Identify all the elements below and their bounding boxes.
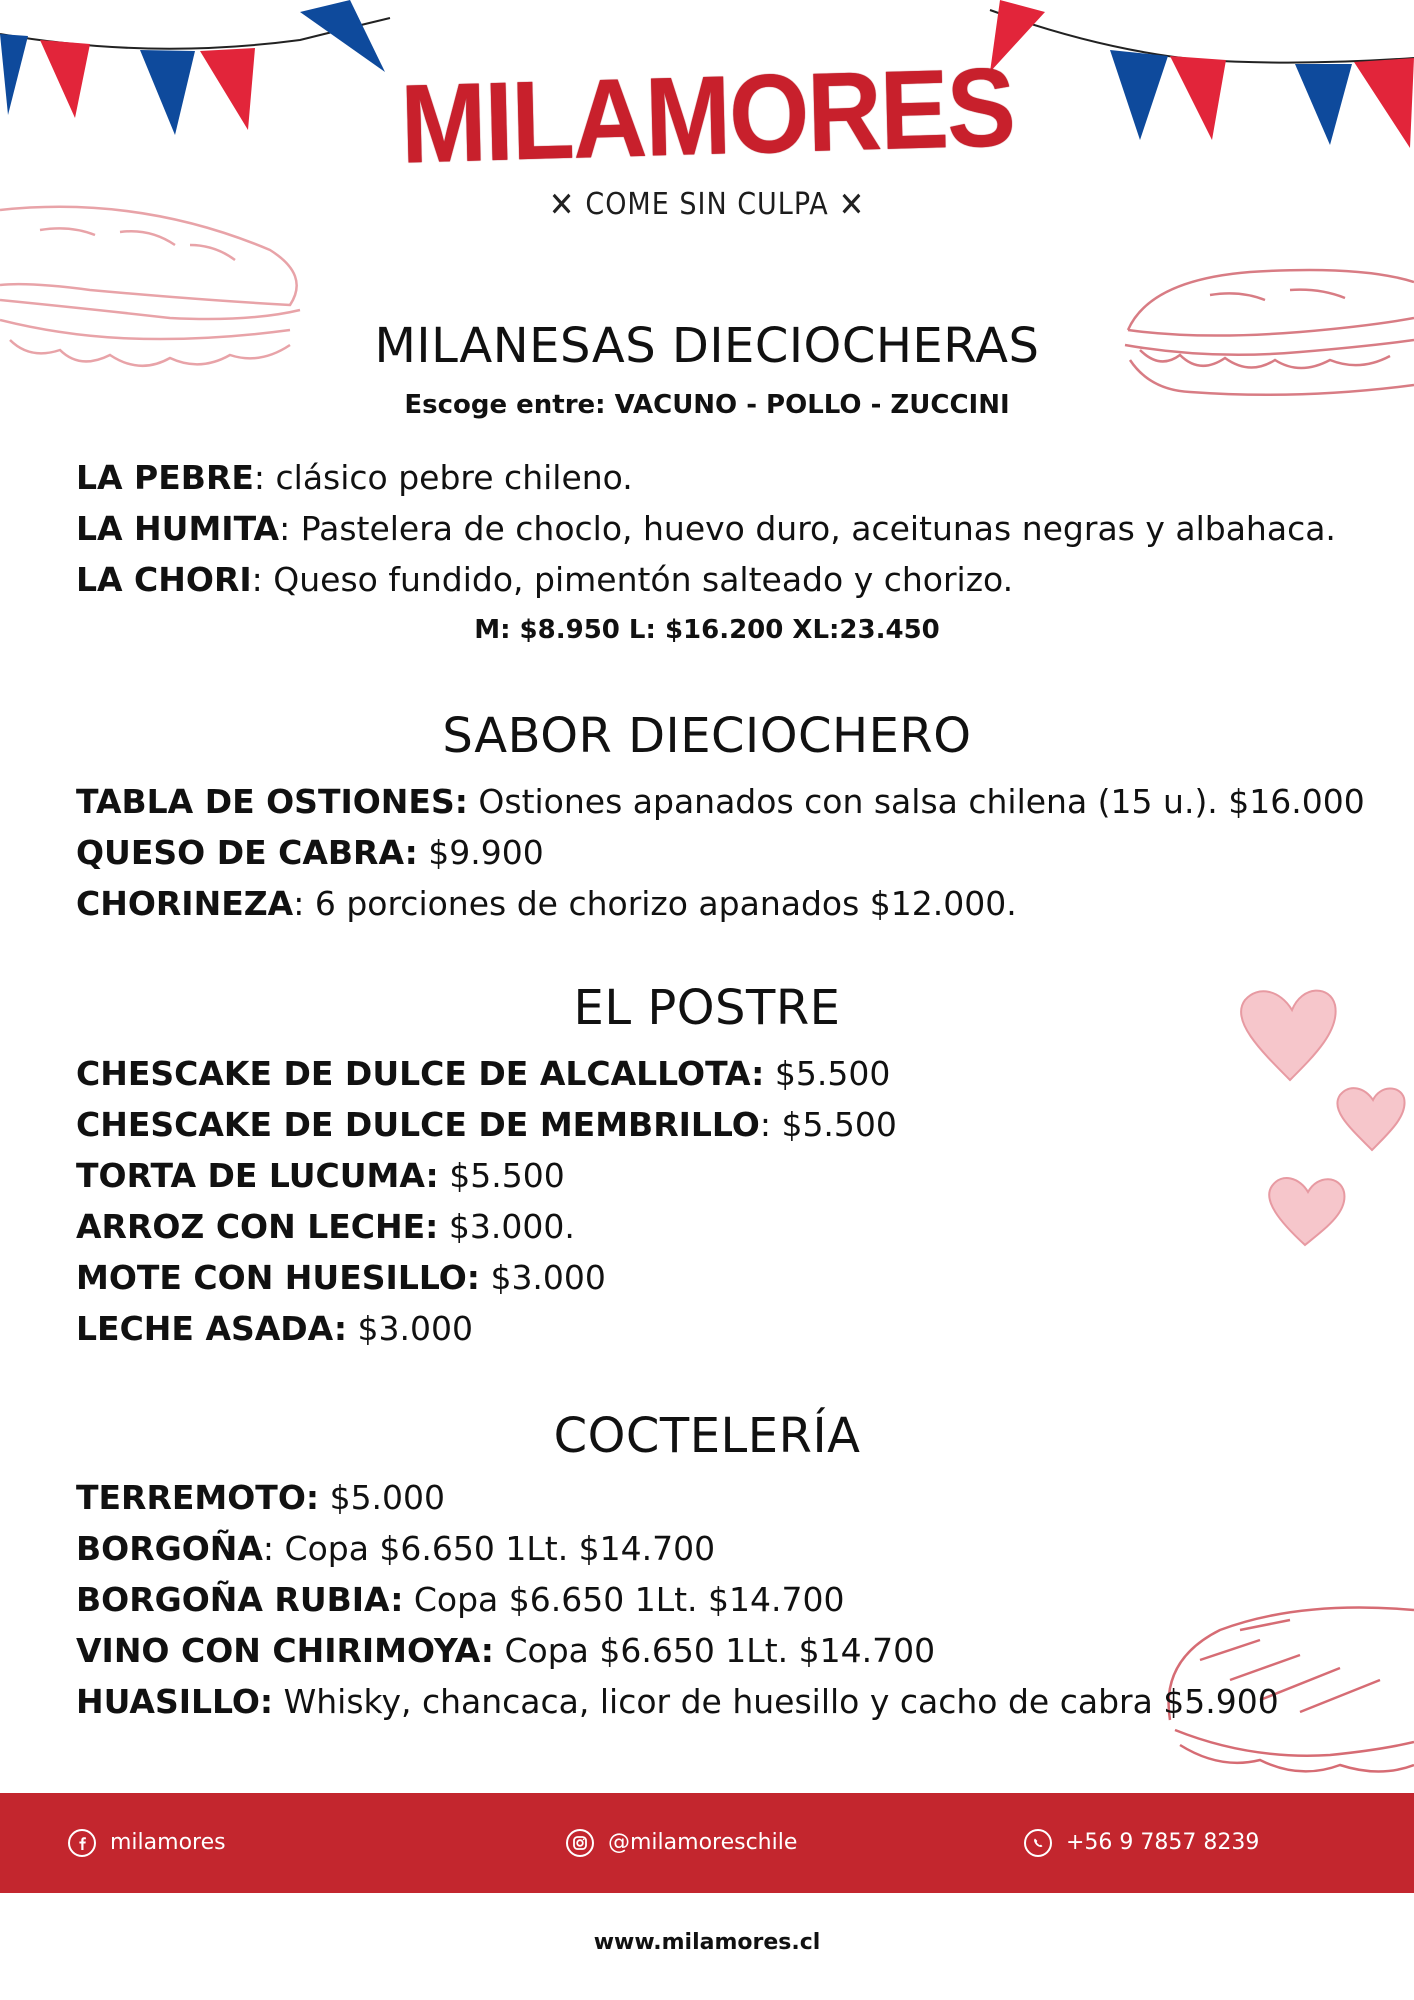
tagline-text: COME SIN CULPA: [585, 187, 829, 222]
item-name: CHORINEZA: [76, 884, 294, 923]
item-desc: $5.000: [319, 1478, 446, 1517]
item-desc: $5.500: [770, 1105, 897, 1144]
instagram-link[interactable]: [566, 1826, 797, 1860]
item-desc: $5.500: [438, 1156, 565, 1195]
menu-item: [76, 1150, 1366, 1201]
item-name: BORGOÑA: [76, 1529, 263, 1568]
menu-item: BORGOÑA: Copa $6.650 1Lt. $14.700: [76, 1529, 716, 1568]
milanesas-list: [76, 452, 1366, 605]
item-desc: Copa $6.650 1Lt. $14.700: [274, 1529, 716, 1568]
sabor-list: [76, 776, 1366, 929]
item-desc: $3.000: [479, 1258, 606, 1297]
whatsapp-link[interactable]: [1024, 1826, 1259, 1860]
item-desc: Pastelera de choclo, huevo duro, aceitunas negras y albahaca.: [290, 509, 1336, 548]
item-name: LA HUMITA: [76, 509, 280, 548]
menu-item: [76, 1625, 1366, 1676]
fork-knife-icon: ✕: [838, 185, 866, 225]
item-desc: $3.000.: [438, 1207, 575, 1246]
whatsapp-icon: [1024, 1829, 1052, 1857]
menu-item: [76, 776, 1366, 827]
choose-line: Escoge entre: VACUNO - POLLO - ZUCCINI: [404, 390, 1010, 420]
item-name: CHESCAKE DE DULCE DE ALCALLOTA:: [76, 1054, 765, 1093]
item-name: LA CHORI: [76, 560, 252, 599]
logo: [0, 44, 1414, 187]
item-name: CHESCAKE DE DULCE DE MEMBRILLO: [76, 1105, 760, 1144]
facebook-link[interactable]: [68, 1826, 226, 1860]
facebook-icon: [68, 1829, 96, 1857]
item-desc: Copa $6.650 1Lt. $14.700: [403, 1580, 845, 1619]
item-name: MOTE CON HUESILLO:: [76, 1258, 480, 1297]
menu-item: [76, 1201, 1366, 1252]
item-desc: 6 porciones de chorizo apanados $12.000.: [304, 884, 1017, 923]
item-name: TORTA DE LUCUMA:: [76, 1156, 439, 1195]
item-name: QUESO DE CABRA:: [76, 833, 418, 872]
section-title-cocteleria: COCTELERÍA: [553, 1408, 861, 1464]
menu-item: [76, 1574, 1366, 1625]
item-name: TERREMOTO:: [76, 1478, 320, 1517]
section-title-milanesas: MILANESAS DIECIOCHERAS: [374, 318, 1040, 374]
whatsapp-label: +56 9 7857 8239: [1066, 1830, 1260, 1855]
menu-item: LA HUMITA: Pastelera de choclo, huevo duro, aceitunas negras y albahaca.: [76, 509, 1336, 548]
menu-item: CHESCAKE DE DULCE DE MEMBRILLO: $5.500: [76, 1105, 897, 1144]
item-name: HUASILLO:: [76, 1682, 274, 1721]
item-name: TABLA DE OSTIONES:: [76, 782, 468, 821]
postre-list: [76, 1048, 1366, 1354]
logo-text: MILAMORES: [399, 44, 1015, 187]
tagline: [0, 185, 1414, 225]
menu-item: [76, 827, 1366, 878]
menu-item: [76, 1676, 1366, 1727]
instagram-label: @milamoreschile: [608, 1830, 798, 1855]
menu-item: [76, 1303, 1366, 1354]
item-name: ARROZ CON LECHE:: [76, 1207, 439, 1246]
item-desc: Whisky, chancaca, licor de huesillo y cacho de cabra $5.900: [273, 1682, 1279, 1721]
item-name: LECHE ASADA:: [76, 1309, 348, 1348]
section-title-sabor: SABOR DIECIOCHERO: [442, 708, 972, 764]
item-name: BORGOÑA RUBIA:: [76, 1580, 404, 1619]
website-link[interactable]: www.milamores.cl: [593, 1930, 821, 1955]
menu-item: CHORINEZA: 6 porciones de chorizo apanados $12.000.: [76, 884, 1017, 923]
fork-knife-icon: ✕: [548, 185, 576, 225]
item-desc: clásico pebre chileno.: [265, 458, 633, 497]
menu-item: [76, 1252, 1366, 1303]
item-desc: $3.000: [347, 1309, 473, 1348]
menu-item: LA PEBRE: clásico pebre chileno.: [76, 458, 633, 497]
price-line: M: $8.950 L: $16.200 XL:23.450: [474, 615, 940, 645]
menu-item: [76, 1048, 1366, 1099]
cocteleria-list: [76, 1472, 1366, 1727]
item-name: VINO CON CHIRIMOYA:: [76, 1631, 494, 1670]
menu-item: [76, 1472, 1366, 1523]
menu-item: LA CHORI: Queso fundido, pimentón salteado y chorizo.: [76, 560, 1014, 599]
item-desc: $5.500: [764, 1054, 891, 1093]
item-name: LA PEBRE: [76, 458, 254, 497]
facebook-label: milamores: [110, 1830, 226, 1855]
item-desc: Queso fundido, pimentón salteado y chorizo.: [262, 560, 1014, 599]
instagram-icon: [566, 1829, 594, 1857]
item-desc: Ostiones apanados con salsa chilena (15 u.). $16.000: [467, 782, 1365, 821]
item-desc: $9.900: [417, 833, 544, 872]
section-title-postre: EL POSTRE: [573, 980, 841, 1036]
item-desc: Copa $6.650 1Lt. $14.700: [493, 1631, 936, 1670]
